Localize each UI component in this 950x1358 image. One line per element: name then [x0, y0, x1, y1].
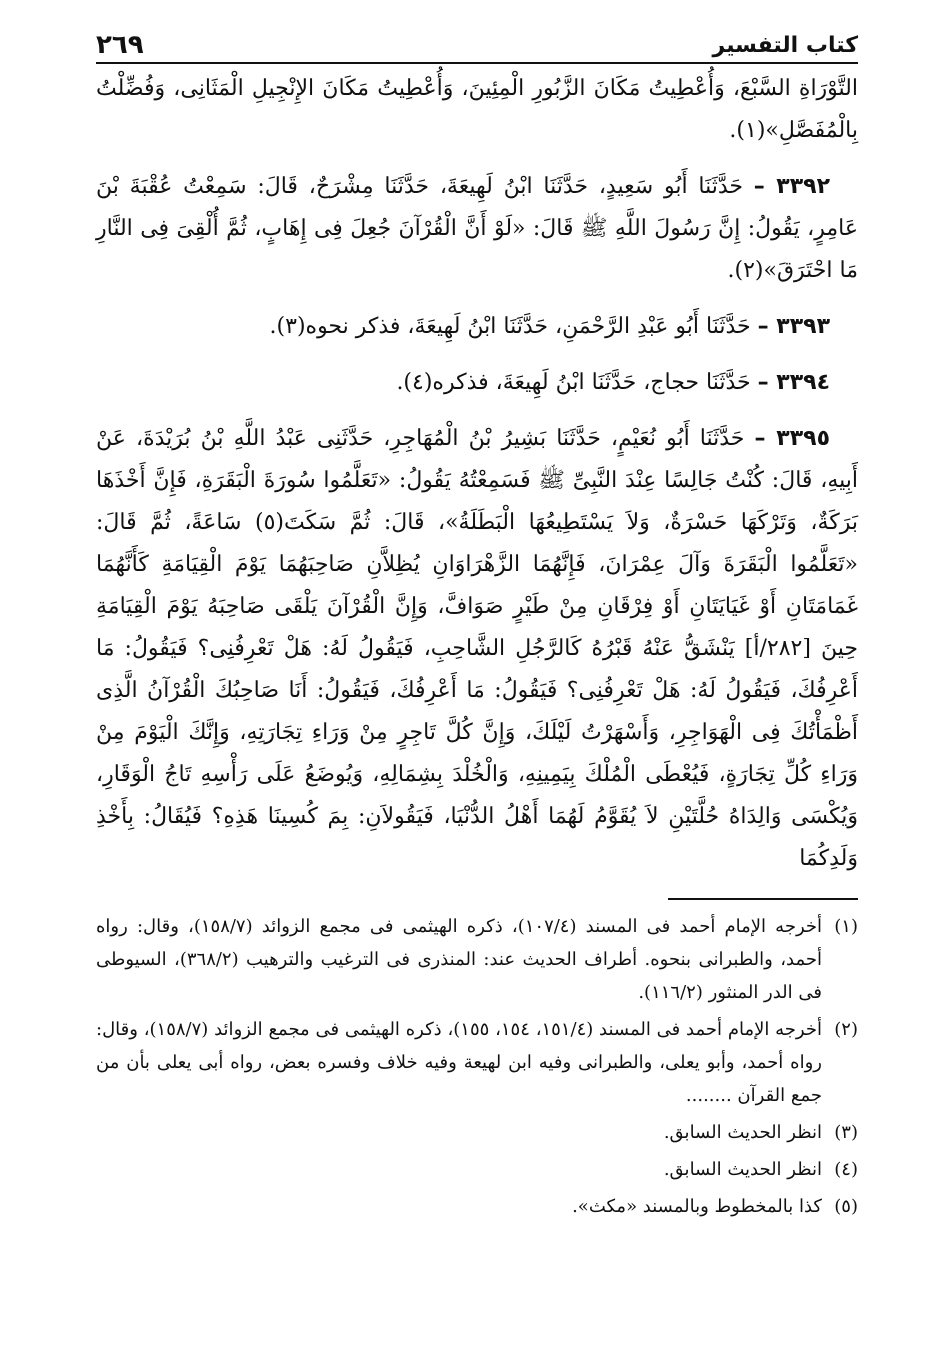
text-paragraph [96, 68, 858, 152]
footnote-text: انظر الحديث السابق. [663, 1159, 822, 1180]
footnote-text: أخرجه الإمام أحمد فى المسند (١٠٧/٤)، ذكره الهيثمى فى مجمع الزوائد (١٥٨/٧)، وقال: رواه أحمد، والطبرانى بنحوه. أطراف الحديث عند: المنذرى فى الترغيب والترهيب (٣٦٨/٢)، السيوطى فى الدر المنثور (١١٦/٢). [96, 916, 822, 1003]
footnote-text: كذا بالمخطوط وبالمسند «مكث». [572, 1196, 822, 1217]
hadith-number: ٣٣٩٤ – [757, 370, 830, 395]
footnote-mark: (٢) [834, 1019, 858, 1040]
hadith-text: حَدَّثَنَا حجاج، حَدَّثَنَا ابْنُ لَهِيعَةَ، فذكره(٤). [396, 370, 751, 395]
book-title: كتاب التفسير [712, 33, 858, 58]
hadith-number: ٣٣٩٣ – [757, 314, 830, 339]
footnote-4 [96, 1153, 858, 1186]
page-number: ٢٦٩ [96, 30, 144, 60]
hadith-3393 [96, 306, 858, 348]
footnote-mark: (٤) [834, 1159, 858, 1180]
hadith-3395 [96, 418, 858, 880]
paragraph-text: التَّوْرَاةِ السَّبْعَ، وَأُعْطِيتُ مَكَانَ الزَّبُورِ الْمِئِينَ، وَأُعْطِيتُ مَكَانَ الإِنْجِيلِ الْمَثَانِى، وَفُضِّلْتُ بِالْمُفَصَّلِ»(١). [96, 76, 858, 143]
footnote-2 [96, 1013, 858, 1112]
hadith-number: ٣٣٩٥ – [754, 426, 830, 451]
hadith-text: حَدَّثَنَا أَبُو سَعِيدٍ، حَدَّثَنَا ابْنُ لَهِيعَةَ، حَدَّثَنَا مِشْرَحٌ، قَالَ: سَمِعْتُ عُقْبَةَ بْنَ عَامِرٍ، يَقُولُ: إِنَّ رَسُولَ اللَّهِ ﷺ قَالَ: «لَوْ أَنَّ الْقُرْآنَ جُعِلَ فِى إِهَابٍ، ثُمَّ أُلْقِىَ فِى النَّارِ مَا احْتَرَقَ»(٢). [96, 174, 858, 283]
hadith-text: حَدَّثَنَا أَبُو عَبْدِ الرَّحْمَنِ، حَدَّثَنَا ابْنُ لَهِيعَةَ، فذكر نحوه(٣). [269, 314, 751, 339]
footnote-mark: (٥) [834, 1196, 858, 1217]
footnote-5 [96, 1190, 858, 1223]
footnote-mark: (١) [834, 916, 858, 937]
running-head [96, 22, 858, 64]
footnote-text: انظر الحديث السابق. [663, 1122, 822, 1143]
hadith-3394 [96, 362, 858, 404]
footnote-1 [96, 910, 858, 1009]
footnote-3 [96, 1116, 858, 1149]
hadith-text: حَدَّثَنَا أَبُو نُعَيْمٍ، حَدَّثَنَا بَشِيرُ بْنُ الْمُهَاجِرِ، حَدَّثَنِى عَبْدُ اللَّهِ بْنُ بُرَيْدَةَ، عَنْ أَبِيهِ، قَالَ: كُنْتُ جَالِسًا عِنْدَ النَّبِىِّ ﷺ فَسَمِعْتُهُ يَقُولُ: «تَعَلَّمُوا سُورَةَ الْبَقَرَةِ، فَإِنَّ أَخْذَهَا بَرَكَةٌ، وَتَرْكَهَا حَسْرَةٌ، وَلاَ يَسْتَطِيعُهَا الْبَطَلَةُ»، قَالَ: ثُمَّ سَكَتَ(٥) سَاعَةً، ثُمَّ قَالَ: «تَعَلَّمُوا الْبَقَرَةَ وَآلَ عِمْرَانَ، فَإِنَّهُمَا الزَّهْرَاوَانِ يُظِلاَّنِ صَاحِبَهُمَا يَوْمَ الْقِيَامَةِ كَأَنَّهُمَا غَمَامَتَانِ أَوْ غَيَايَتَانِ أَوْ فِرْقَانِ مِنْ طَيْرٍ صَوَافَّ، وَإِنَّ الْقُرْآنَ يَلْقَى صَاحِبَهُ يَوْمَ الْقِيَامَةِ حِينَ [٢٨٢/أ] يَنْشَقُّ عَنْهُ قَبْرُهُ كَالرَّجُلِ الشَّاحِبِ، فَيَقُولُ لَهُ: هَلْ تَعْرِفُنِى؟ فَيَقُولُ: مَا أَعْرِفُكَ، فَيَقُولُ لَهُ: هَلْ تَعْرِفُنِى؟ فَيَقُولُ: مَا أَعْرِفُكَ، فَيَقُولُ: أَنَا صَاحِبُكَ الْقُرْآنُ الَّذِى أَظْمَأْتُكَ فِى الْهَوَاجِرِ، وَأَسْهَرْتُ لَيْلَكَ، وَإِنَّ كُلَّ تَاجِرٍ مِنْ وَرَاءِ تِجَارَتِهِ، وَإِنَّكَ الْيَوْمَ مِنْ وَرَاءِ كُلِّ تِجَارَةٍ، فَيُعْطَى الْمُلْكَ بِيَمِينِهِ، وَالْخُلْدَ بِشِمَالِهِ، وَيُوضَعُ عَلَى رَأْسِهِ تَاجُ الْوَقَارِ، وَيُكْسَى وَالِدَاهُ حُلَّتَيْنِ لاَ يُقَوَّمُ لَهُمَا أَهْلُ الدُّنْيَا، فَيَقُولاَنِ: بِمَ كُسِينَا هَذِهِ؟ فَيُقَالُ: بِأَخْذِ وَلَدِكُمَا [96, 426, 859, 871]
hadith-3392 [96, 166, 858, 292]
book-page [96, 22, 858, 1358]
main-text [96, 68, 858, 880]
hadith-number: ٣٣٩٢ – [753, 174, 830, 199]
footnote-mark: (٣) [834, 1122, 858, 1143]
footnote-text: أخرجه الإمام أحمد فى المسند (١٥١/٤، ١٥٤، ١٥٥)، ذكره الهيثمى فى مجمع الزوائد (١٥٨/٧)، وقال: رواه أحمد، وأبو يعلى، والطبرانى وفيه ابن لهيعة وفيه خلاف وفسره بعض، رواه أبى يعلى بأن من جمع القرآن ........ [96, 1019, 822, 1106]
footnotes [96, 910, 858, 1223]
footnote-divider [668, 898, 858, 900]
